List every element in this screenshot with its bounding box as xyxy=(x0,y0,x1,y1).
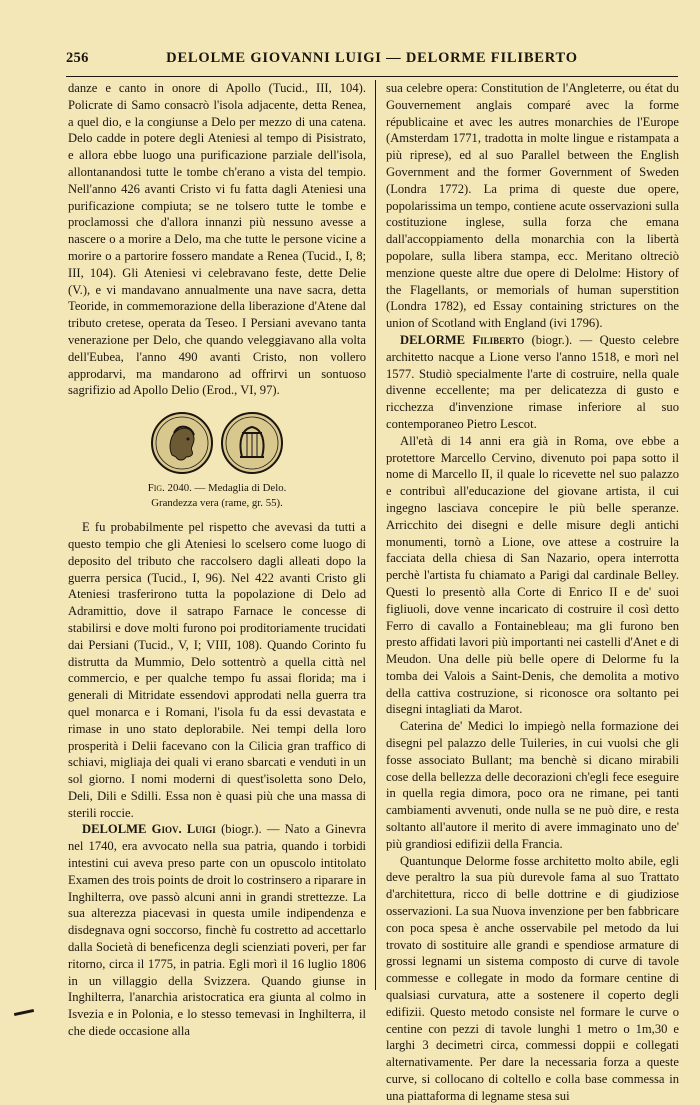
margin-mark xyxy=(14,1009,34,1016)
paragraph: Quantunque Delorme fosse architetto molto abile, egli deve peraltro la sua più durevole fama al suo Trattato d'architettura, ricco di belle dottrine e di giudiziose osservazioni. La sua Nuova invenzione per ben fabbricare con poca spesa è anche osservabile pel metodo da lui trovato di sostituire alle grandi e spendiose armature di grossi legnami un sistema composto di curve di tavole commesse e collegate in modo da formare centine di qualsiasi curvatura, atte a sostenere il coperto degli edifizii. Questo metodo consiste nel formare le curve o centine con pezzi di tavole lunghi 1 metro o 1m,30 e larghi 3 decimetri circa, commessi doppii e collegati alternativamente. Per dare la necessaria forza a queste curve, si collocano di coltello e colla base commessa in una piattaforma di legname stesa sui xyxy=(386,853,679,1103)
coin-reverse-image xyxy=(220,411,284,475)
running-title: DELOLME GIOVANNI LUIGI — DELORME FILIBERTO xyxy=(166,50,578,66)
column-divider xyxy=(375,80,376,990)
page-number: 256 xyxy=(66,50,89,66)
entry-delorme: DELORME Filiberto (biogr.). — Questo celebre architetto nacque a Lione verso l'anno 1518, e morì nel 1577. Studiò specialmente l'arte di costruire, nella quale divenne eccellente; ma per delicatezza di gusto e ricchezza d'invenzione rimase inferiore al suo contemporaneo Pietro Lescot. xyxy=(386,332,679,431)
entry-headword: DELOLME Giov. Luigi xyxy=(82,822,216,837)
figure-caption-line2: Grandezza vera (rame, gr. 55). xyxy=(151,497,283,510)
paragraph: sua celebre opera: Constitution de l'Angleterre, ou état du Gouvernement anglais comparé avec la forme républicaine et avec les autres monarchies de l'Europe (Amsterdam 1771, tradotta in molte lingue e ristampata a più riprese), ed al suo Parallel between the English Government and the former Government of Sweden (Londra 1772). La prima di queste due opere, popolarissima un tempo, contiene acute osservazioni sulla costituzione inglese, sulla forza che emana dall'accoppiamento della monarchia con la libertà popolare, sulla libera stampa, ecc. Meritano oltreciò menzione queste altre due opere di Delolme: History of the Flagellants, or memorials of human superstition (Londra 1782), ed Essay containing strictures on the union of Scotland with England (ivi 1796). xyxy=(386,81,679,331)
coin-obverse-image xyxy=(150,411,214,475)
entry-headword: DELORME Filiberto xyxy=(400,332,525,347)
figure-caption: Fig. 2040. — Medaglia di Delo. xyxy=(147,482,287,495)
header-rule xyxy=(66,76,678,77)
paragraph: Caterina de' Medici lo impiegò nella formazione dei disegni pel palazzo delle Tuileries, in cui vuolsi che gli fosse associato Bullant; ma benchè si dicano mirabili cose della bellezza delle decorazioni ch'egli fece eseguire in quella regia dimora, poco ora ne rimane, pei tanti cambiamenti avvenuti, onde nulla se ne può dire, e resta soltanto all'autore il merito di avere immaginato uno de' più grandiosi edifizii della Francia. xyxy=(386,719,679,851)
paragraph: danze e canto in onore di Apollo (Tucid., III, 104). Policrate di Samo consacrò l'isola adjacente, detta Renea, a quel dio, e la congiunse a Delo per mezzo di una catena. Delo cadde in potere degli Ateniesi al tempo di Pisistrato, e allora ebbe luogo una purificazione parziale dell'isola, allontanandosi tutte le tombe ch'erano a vista del tempio. Nell'anno 426 avanti Cristo vi fu fatta dagli Ateniesi una purificazione compiuta; se ne tolsero tutte le tombe e proclamossi che d'allora innanzi più nessuno avesse a nascere o a morire a Delo, ma che tutte le persone vicine a morire o a partorire fossero mandate a Renea (Tucid., I, 8; III, 104). Gli Ateniesi vi celebravano feste, dette Delie (V.), e vi mandavano annualmente una nave sacra, detta Teoride, in commemorazione della liberazione d'Atene dal tributo cretese, operata da Teseo. I Persiani avevano tanta venerazione per Delo, che quando veleggiavano alla volta dell'Eubea, l'anno 490 avanti Cristo, non vollero approdarvi, ma mandarono ad offrirvi un sontuoso sagrifizio ad Apollo Delio (Erod., VI, 97). xyxy=(68,81,366,398)
page-header xyxy=(66,50,678,72)
paragraph: All'età di 14 anni era già in Roma, ove ebbe a protettore Marcello Cervino, divenuto poi papa sotto il nome di Marcello II, il quale lo ricevette nel suo palazzo e contribuì all'educazione del giovane artista, il cui ingegno lasciava concepire le più belle speranze. Arricchito dei disegni e delle misure degli antichi monumenti, tornò a Lione, ove attese a costruire la facciata della chiesa di San Nazario, opera interrotta perchè l'artista fu chiamato a Parigi dal cardinale Belley. Questi lo presentò alla Corte di Enrico II e de' suoi figliuoli, dove venne incaricato di costruire il così detto Ferro di cavallo a Fontainebleau; ma gli furono ben presto affidati lavori più importanti nei castelli d'Anet e di Meudon. Una delle più belle opere di Delorme fu la tomba dei Valois a Saint-Denis, che demolita a motivo della cattiva costruzione, si riconosce ora soltanto pei disegni intagliati da Marot. xyxy=(386,433,679,717)
figure-coin xyxy=(68,411,366,511)
entry-delolme: DELOLME Giov. Luigi (biogr.). — Nato a Ginevra nel 1740, era avvocato nella sua patria, quando i torbidi intestini cui aveva preso parte con un opuscolo intitolato Examen des trois points de droit lo costrinsero a riparare in Inghilterra, ove passò alcuni anni in grandi strettezze. La sua alterezza piacevasi in questa umile indipendenza e disdegnava ogni soccorso, finchè fu costretto ad accettarlo dalla Società di beneficenza degli scienziati poveri, per far ritorno, circa il 1775, in patria. Egli morì il 16 luglio 1806 in un villaggio della Svizzera. Quando giunse in Inghilterra, l'anarchia aristocratica era giunta al colmo in Isvezia e in Polonia, e lo stesso temevasi in Inghilterra, il che diede occasione alla xyxy=(68,822,366,1039)
paragraph: E fu probabilmente pel rispetto che avevasi da tutti a questo tempio che gli Ateniesi lo scelsero come luogo di deposito del tributo che raccolsero dagli alleati dopo la guerra persica (Tucid., I, 96). Nel 422 avanti Cristo gli Ateniesi trasferirono tutta la popolazione di Delo ad Adramittio, dove il satrapo Farnace le concesse di stabilirsi e dove molti furono poi proditoriamente trucidati dai Persiani (Tucid., V, I; VIII, 108). Quando Corinto fu distrutta da Mummio, Delo sottentrò a quella città nel commercio, e per qualche tempo fu assai florida; ma i generali di Mitridate essendovi approdati nella guerra tra quel monarca e i Romani, l'isola fu da essi devastata e rimase in uno stato deplorabile. Nei tempi della loro prosperità i Delii facevano con la Cilicia gran traffico di schiavi, migliaja dei quali vi erano sbarcati e venduti in un sol giorno. I nomi moderni di quest'isoletta sono Delo, Deli, Dili e Sdilli. Essa non è quasi più che una massa di sterili roccie. xyxy=(68,520,366,820)
right-column xyxy=(386,80,679,1105)
left-column xyxy=(68,80,366,1040)
